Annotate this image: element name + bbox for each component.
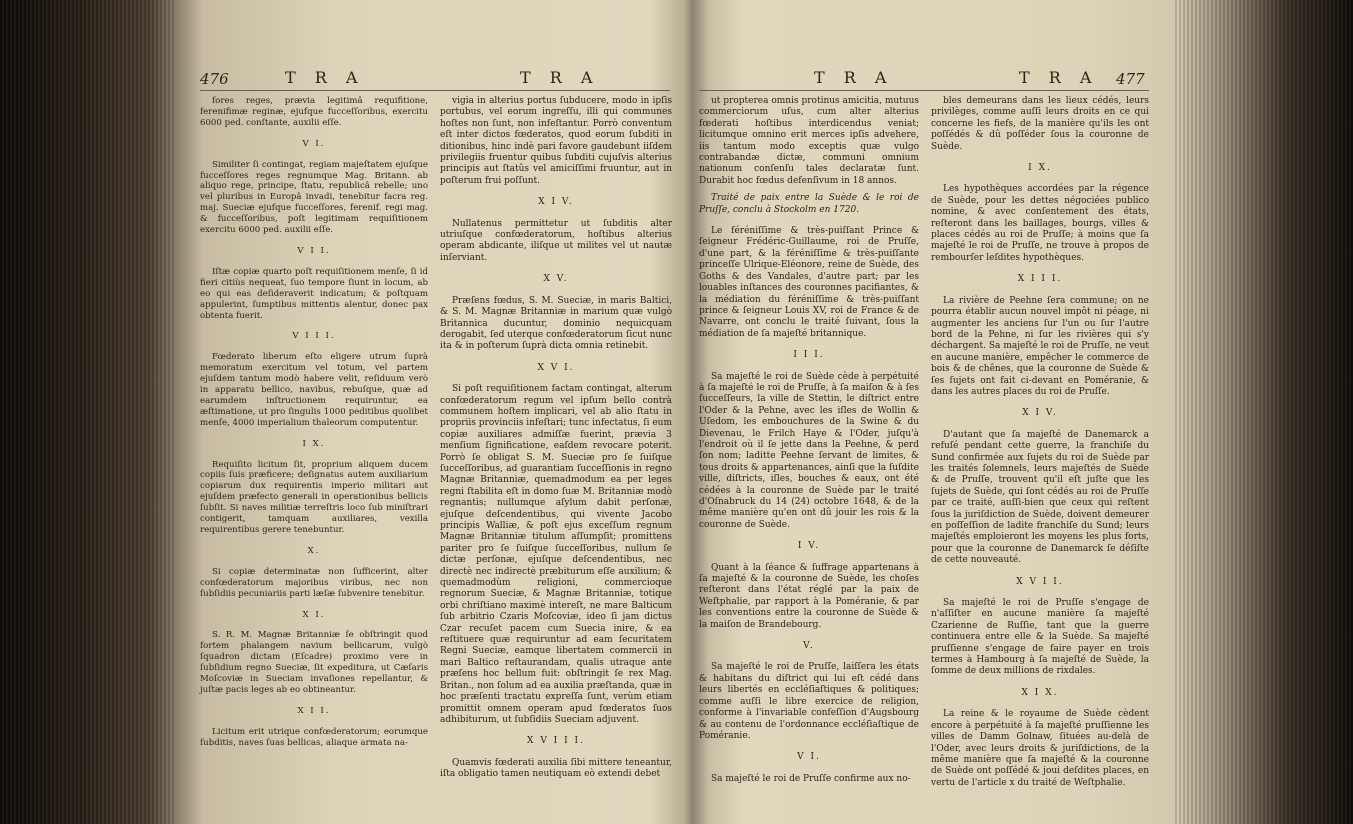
- article-heading: X.: [307, 545, 321, 556]
- paragraph: Sa majeſté le roi de Pruſſe confirme aux no-: [711, 773, 911, 784]
- article-heading: X I V.: [1022, 408, 1058, 419]
- paragraph: S. R. M. Magnæ Britanniæ ſe obſtringit quod fortem phalangem navium bellicarum, vulgò ſquadron dictam (Eſcadre) proximo vere in ſubſidium regno Sueciæ, ſit expeditura, ut Cæſaris Moſcoviæ in Sueciam invaſiones repellantur, & juſtæ pacis leges ab eo obtineantur.: [200, 630, 428, 695]
- right-page: [694, 0, 1154, 824]
- paragraph: Sa majeſté le roi de Pruſſe, laiſſera les états & habitans du diſtrict qui lui eſt cédé dans leurs libertés en eccléſiaſtiques & politiques; comme auſſi le libre exercice de religion, conforme à l'invariable confeſſion d'Augsbourg & au contenu de l'ordonnance eccléſiaſtique de Poméranie.: [699, 662, 919, 741]
- running-head-right: T R A: [814, 68, 894, 87]
- paragraph: D'autant que ſa majeſté de Danemarck a refuſé pendant cette guerre, la franchiſe du Sund confirmée aux ſujets du roi de Suède par les traités ſolemnels, leurs majeſtés de Suède & de Pruſſe, trouvent qu'il eſt juſte que les ſujets de Suède, qui ſont cédés au roi de Pruſſe par ce traité, auſſi-bien que ceux qui reſtent ſous la juriſdiction de Suède, doivent demeurer en poſſeſſion de ladite franchiſe du Sund; leurs majeſtés emploieront les moyens les plus forts, pour que la couronne de Danemarck ſe déſiſte de cette nouveauté.: [931, 429, 1149, 566]
- article-heading: V I I.: [297, 245, 331, 256]
- paragraph: ut propterea omnis protinus amicitia, mutuus commerciorum uſus, cum alter alterius fœderati hoſtibus interdicendus veniat; licitumque omnino erit merces ipſis advehere, iis tantum modo exceptis quæ vulgo contrabandæ dictæ, communi omnium nationum conſenſu tales declaratæ ſunt. Durabit hoc fœdus defenſivum in 18 annos.: [699, 96, 919, 186]
- article-heading: X I I.: [297, 705, 331, 716]
- right-page-edges: [1175, 0, 1353, 824]
- paragraph: Si poſt requiſitionem factam contingat, alterum confœderatorum regum vel ipſum bello contrà communem hoſtem implicari, vel ab alio ſtatu in propriis provinciis infeſtari; tunc infectatus, ſi eum copiæ auxiliares admiſſæ fuerint, prævia 3 menſium ſignificatione, eaſdem revocare poterit. Porrò ſe obligat S. M. Sueciæ pro ſe ſuiſque ſucceſſoribus, ad guarantiam ſucceſſionis in regno Magnæ Britanniæ, quemadmodum ea per leges regni ſtabilita eſt in domo ſuæ M. Britanniæ modò regnantis; nullumque aſylum dabit perſonæ, ejuſque deſcendentibus, qui vivente Jacobo principis Walliæ, & poſt ejus exceſſum regnum Magnæ Britanniæ titulum aſſumpſit; promittens pariter pro ſe ſuiſque ſucceſſoribus, nullum ſe dictæ perſonæ, ejuſque deſcendentibus, nec directè nec indirectè præbiturum eſſe auxilium; & quemadmodùm religioni, commercioque regnorum Sueciæ, & Magnæ Britanniæ, totique orbi chriſtiano maximè intereſt, ne mare Balticum ſub arbitrio Czaris Moſcoviæ, ideo ſi jam dictus Czar recuſet pacem cum Suecia inire, & ea reſtituere quæ requiruntur ad eam ſecuritatem Regni Sueciæ, eamque libertatem commercii in mari Baltico reſtaurandam, qualis utraque ante præſens hoc bellum fuit: obſtringit ſe rex Mag. Britan., non ſolum ad ea auxilia præſtanda, quæ in hoc præſenti tractatu expreſſa ſunt, verùm etiam promittit omnem operam apud fœderatos ſuos adhibiturum, ut ſubſidiis Sueciam adjuvent.: [440, 384, 672, 725]
- article-heading: X I.: [302, 609, 326, 620]
- article-heading: X I I I.: [1017, 274, 1063, 285]
- paragraph: fores reges, prævia legitimâ requifitione, ferenifimæ reginæ, ejufque fucceſſoribus, exercitu 6000 ped. conſtante, auxilii eſſe.: [200, 96, 428, 128]
- paragraph: Quant à la ſéance & ſuffrage appartenans à ſa majeſté & la couronne de Suède, les choſes reſteront dans l'état réglé par la paix de Weſtphalie, par rapport à la Poméranie, & par les conventions entre la couronne de Suède & la maiſon de Brandebourg.: [699, 562, 919, 630]
- treaty-title: Traité de paix entre la Suède & le roi de Pruſſe, conclu à Stockolm en 1720.: [699, 193, 919, 215]
- running-head-left-2: T R A: [520, 68, 600, 87]
- paragraph: Licitum erit utrique confœderatorum; eorumque ſubditis, naves ſuas bellicas, aliaque armata na-: [200, 726, 428, 748]
- left-page: [190, 0, 682, 824]
- article-heading: X I X.: [1021, 687, 1059, 698]
- paragraph: bles demeurans dans les lieux cédés, leurs privilèges, comme auſſi leurs droits en ce qui concerne les fiefs, de la manière qu'ils les ont poſſédés & dû poſſéder ſous la couronne de Suède.: [931, 96, 1149, 152]
- paragraph: La rivière de Peehne ſera commune; on ne pourra établir aucun nouvel impôt ni péage, ni augmenter les anciens ſur l'un ou ſur l'autre bord de la Pehne, ni ſur les rivières qui s'y déchargent. Sa majeſté le roi de Pruſſe, ne veut en aucune manière, empêcher le commerce de bois & de chênes, que la couronne de Suède & ſes ſujets ont fait ci-devant en Poméranie, & dans les autres places du roi de Pruſſe.: [931, 295, 1149, 397]
- article-heading: I I I.: [793, 350, 825, 361]
- article-heading: V I.: [302, 138, 326, 149]
- right-column-1: [699, 96, 919, 787]
- article-heading: V.: [803, 641, 815, 652]
- page-number-right: 477: [1116, 70, 1145, 88]
- article-heading: X V I.: [537, 362, 575, 373]
- paragraph: Le féréniſſime & très-puiſſant Prince & ſeigneur Frédéric-Guillaume, roi de Pruſſe, d'une part, & la féréniſſime & très-puiſſante princeſſe Ulrique-Eléonore, reine de Suède, des Goths & des Vandales, d'autre part; par les louables inſtances des couronnes pacifiantes, & la médiation du féréniſſime & très-puiſſant prince & ſeigneur Louis XV, roi de France & de Navarre, ont conclu le traité ſuivant, ſous la médiation de ſa majeſté britannique.: [699, 226, 919, 339]
- article-heading: X V I I.: [1016, 576, 1064, 587]
- paragraph: Quamvis fœderati auxilia ſibi mittere teneantur, iſta obligatio tamen neutiquam eò extendi debet: [440, 757, 672, 780]
- page-number-left: 476: [200, 70, 229, 88]
- right-column-2: [931, 96, 1149, 791]
- paragraph: Les hypothèques accordées par la régence de Suède, pour les dettes négociées publico nomine, & avec conſentement des états, reſteront dans les baillages, bourgs, villes & places cédés au roi de Pruſſe; à moins que ſa majeſté le roi de Pruſſe, ne trouve à propos de rembourſer leſdites hypothèques.: [931, 184, 1149, 263]
- paragraph: Sa majeſté le roi de Pruſſe s'engage de n'aſſiſter en aucune manière ſa majeſté Czarienne de Ruſſie, tant que la guerre continuera entre elle & la Suède. Sa majeſté pruſſienne s'engage de faire payer en trois termes à Hambourg à ſa majeſté de Suède, la ſomme de deux millions de rixdales.: [931, 598, 1149, 677]
- paragraph: Nullatenus permittetur ut ſubditis alter utriuſque confœderatorum, hoſtibus alterius operam abdicante, iliſque ut milites vel ut nautæ inſerviant.: [440, 218, 672, 263]
- article-heading: X V.: [543, 274, 569, 285]
- article-heading: X V I I I.: [527, 736, 585, 747]
- paragraph: Si copiæ determinatæ non ſufficerint, alter confœderatorum majoribus viribus, nec non ſubſidiis pecuniariis parti læſæ ſubvenire tenebitur.: [200, 566, 428, 599]
- left-column-1: [200, 96, 428, 751]
- paragraph: La reine & le royaume de Suède cèdent encore à perpétuité à ſa majeſté pruſſienne les villes de Damm Golnaw, ſituées au-delà de l'Oder, avec leurs droits & juriſdictions, de la même manière que ſa majeſté & la couronne de Suède ont poſſédé & joui deſdites places, en vertu de l'article x du traité de Weſtphalie.: [931, 709, 1149, 788]
- running-head-left: T R A: [285, 68, 365, 87]
- paragraph: vigia in alterius portus ſubducere, modo in ipſis portubus, vel eorum ingreſſu, illi qui communes hoſtes non ſunt, non infeſtantur. Porrò conventum eſt inter dictos fœderatos, quod eorum ſubditi in ditionibus, hinc indè pari favore gaudebunt iiſdem privilegiis fruentur quibus ſubditi cujuſvis alterius principis aut ſtatûs vel amiciſſimi fruuntur, aut in poſterum frui poſſunt.: [440, 96, 672, 186]
- header-rule-right: [699, 90, 1149, 91]
- article-heading: V I.: [797, 752, 821, 763]
- article-heading: I X.: [1028, 163, 1052, 174]
- left-page-edges: [0, 0, 175, 824]
- paragraph: Iſtæ copiæ quarto poſt requiſitionem menſe, ſi id fieri citiùs nequeat, ſuo tempore ſiunt in locum, ab eo qui eas deſideraverit indicatum; & poſtquam appulerint, ſumptibus mittentis alentur, donec pax obtenta fuerit.: [200, 266, 428, 321]
- article-heading: X I V.: [538, 197, 574, 208]
- paragraph: Similiter ſi contingat, regiam majeſtatem ejuſque fucceſſores reges regnumque Mag. Britann. ab aliquo rege, principe, ſtatu, republicâ rebelle; uno vel pluribus in Europâ invadi, tenebitur facra reg. maj. Sueciæ ejufque fucceſſores, ferenif. regi mag. & fucceſſoribus, poſt legitimam requiſitionem exercitu 6000 ped. auxilii eſſe.: [200, 159, 428, 236]
- article-heading: I X.: [302, 438, 326, 449]
- left-column-2: [440, 96, 672, 783]
- running-head-right-2: T R A: [1019, 68, 1099, 87]
- header-rule-left: [200, 90, 670, 91]
- paragraph: Præſens fœdus, S. M. Sueciæ, in maris Baltici, & S. M. Magnæ Britanniæ in marium quæ vulgò Britannica ducuntur, dominio nequicquam derogabit, ſed uterque confœderatorum ſicut nunc ita & in poſterum ſuprà dicta omnia retinebit.: [440, 295, 672, 352]
- paragraph: Sa majeſté le roi de Suède cède à perpétuité à ſa majeſté le roi de Pruſſe, à ſa maiſon & à ſes ſucceſſeurs, la ville de Stettin, le diſtrict entre l'Oder & la Pehne, avec les iſles de Wollin & Uſedom, les embouchures de la Swine & du Dievenau, le Frilch Haye & l'Oder, juſqu'à l'endroit où il ſe jette dans la Peehne, & perd ſon nom; laditte Peehne ſervant de limites, & tous droits & appartenances, ainſi que la ſuſdite ville, diſtricts, iſles, bouches & eaux, ont été cédées à la couronne de Suède par le traité d'Oſnabruck du 14 (24) octobre 1648, & de la même manière qu'en ont dû jouir les rois & la couronne de Suède.: [699, 371, 919, 530]
- article-heading: V I I I.: [292, 331, 336, 342]
- paragraph: Requiſito licitum ſit, proprium aliquem ducem copiis ſuis præficere; deſignatus autem auxiliarium copiarum dux requirentis imperio militari aut ejuſdem præfecto generali in operationibus bellicis ſubſit. Si naves militiæ terreſtris loco ſub miniſtrari contigerit, tamquam auxiliares, vexilla requirentibus gerere tenebuntur.: [200, 459, 428, 535]
- paragraph: Fœderato liberum eſto eligere utrum ſuprà memoratum exercitum vel totum, vel partem ejuſdem tantum modò habere velit, reſiduum verò in apparatu bellico, navibus, rebuſque, quæ ad earumdem inſtructionem requiruntur, ea æſtimatione, ut pro ſingulis 1000 peditibus quolibet menſe, 4000 imperialium thaleorum computentur.: [200, 352, 428, 428]
- article-heading: I V.: [797, 541, 821, 552]
